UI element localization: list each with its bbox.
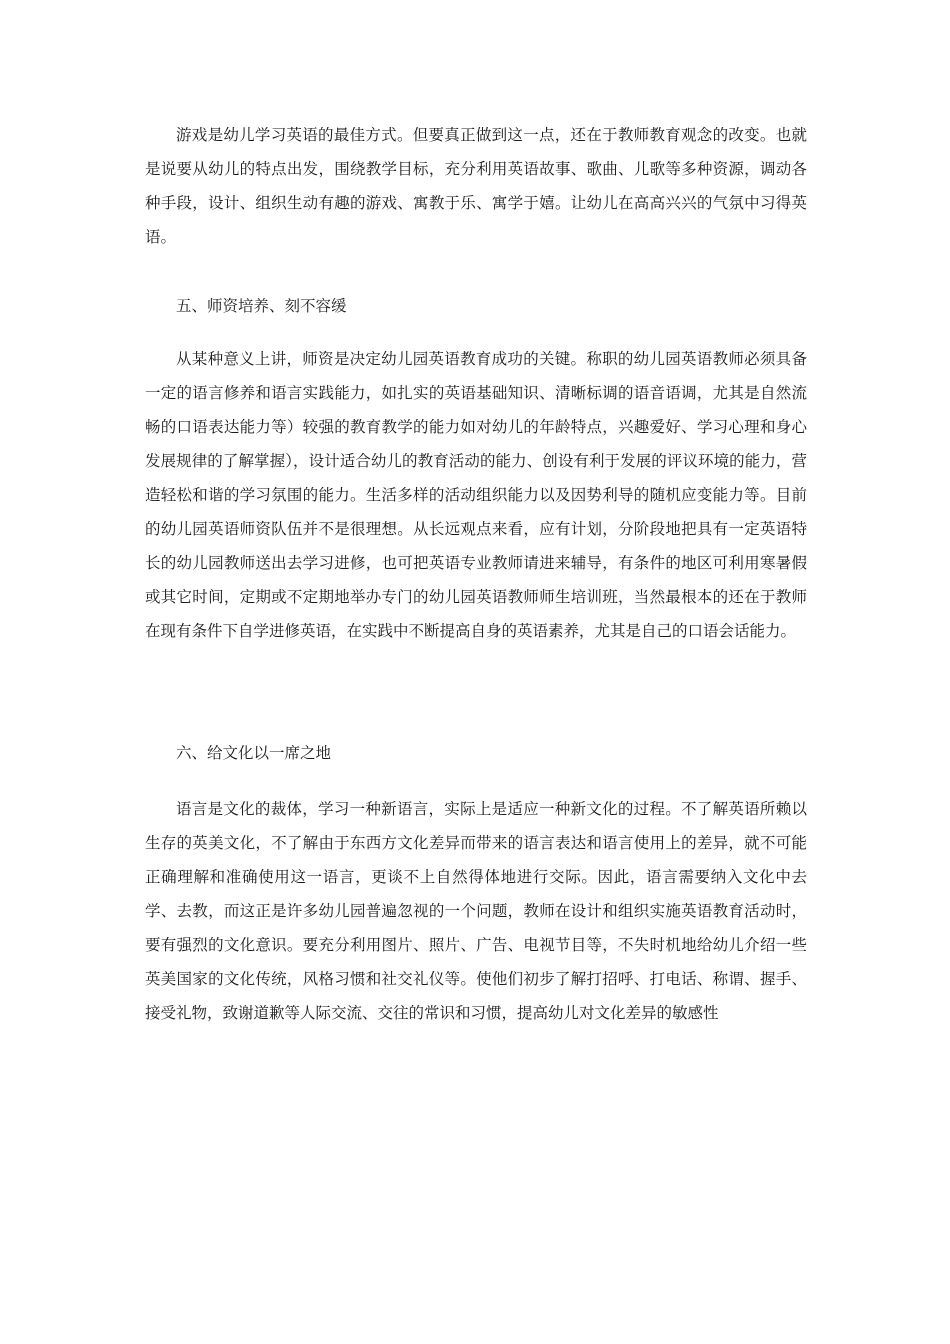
section-heading-teacher-training: 五、师资培养、刻不容缓 — [176, 297, 347, 315]
section-heading-culture: 六、给文化以一席之地 — [176, 744, 332, 762]
paragraph-teacher-training: 从某种意义上讲，师资是决定幼儿园英语教育成功的关键。称职的幼儿园英语教师必须具备一定的语言修养和语言实践能力，如扎实的英语基础知识、清晰标调的语音语调，尤其是自然流畅的口语表达能力等）较强的教育教学的能力如对幼儿的年龄特点，兴趣爱好、学习心理和身心发展规律的了解掌握），设计适合幼儿的教育活动的能力、创设有利于发展的评议环境的能力，营造轻松和谐的学习氛围的能力。生活多样的活动组织能力以及因势利导的随机应变能力等。目前的幼儿园英语师资队伍并不是很理想。从长远观点来看，应有计划，分阶段地把具有一定英语特长的幼儿园教师送出去学习进修，也可把英语专业教师请进来辅导，有条件的地区可利用寒暑假或其它时间，定期或不定期地举办专门的幼儿园英语教师师生培训班，当然最根本的还在于教师在现有条件下自学进修英语，在实践中不断提高自身的英语素养，尤其是自己的口语会话能力。 — [145, 350, 807, 640]
paragraph-culture: 语言是文化的裁体，学习一种新语言，实际上是适应一种新文化的过程。不了解英语所赖以生存的英美文化，不了解由于东西方文化差异而带来的语言表达和语言使用上的差异，就不可能正确理解和准确使用这一语言，更谈不上自然得体地进行交际。因此，语言需要纳入文化中去学、去教，而这正是许多幼儿园普遍忽视的一个问题，教师在设计和组织实施英语教育活动时，要有强烈的文化意识。要充分利用图片、照片、广告、电视节目等，不失时机地给幼儿介绍一些英美国家的文化传统，风格习惯和社交礼仪等。使他们初步了解打招呼、打电话、称谓、握手、接受礼物，致谢道歉等人际交流、交往的常识和习惯，提高幼儿对文化差异的敏感性 — [145, 800, 807, 1022]
paragraph-games: 游戏是幼儿学习英语的最佳方式。但要真正做到这一点，还在于教师教育观念的改变。也就是说要从幼儿的特点出发，围绕教学目标，充分利用英语故事、歌曲、儿歌等多种资源，调动各种手段，设计、组织生动有趣的游戏、寓教于乐、寓学于嬉。让幼儿在高高兴兴的气氛中习得英语。 — [145, 126, 807, 246]
